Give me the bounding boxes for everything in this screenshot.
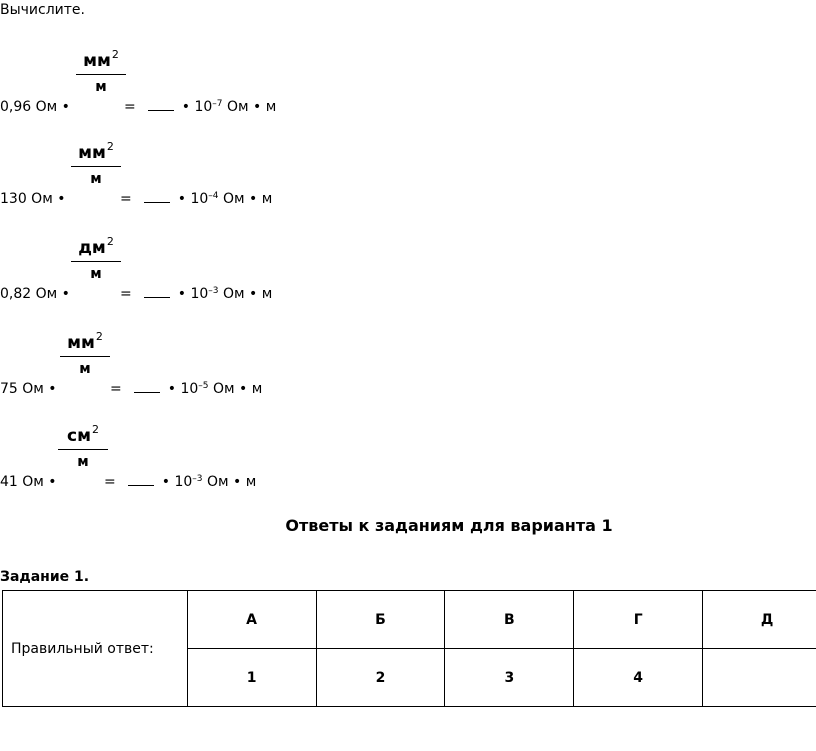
expression-lhs: 0,96 Ом •	[0, 99, 70, 115]
column-header: А	[187, 591, 316, 649]
expression-2	[0, 137, 400, 217]
unit-denominator: м	[90, 171, 102, 187]
unit-denominator: м	[77, 454, 89, 470]
unit-numerator: $дм^2$	[78, 235, 114, 258]
correct-answer-label: Правильный ответ:	[3, 591, 188, 707]
answers-table	[2, 590, 816, 707]
fraction-bar	[58, 449, 108, 450]
unit-denominator: м	[90, 266, 102, 282]
fraction-bar	[71, 261, 121, 262]
answer-cell: 3	[445, 649, 574, 707]
column-header: Г	[574, 591, 703, 649]
fraction-bar	[60, 356, 110, 357]
expression-rhs: = • $10^{-3}$ Ом • м	[104, 474, 257, 490]
column-header: Б	[316, 591, 445, 649]
expression-lhs: 75 Ом •	[0, 381, 57, 397]
answers-heading: Ответы к заданиям для варианта 1	[285, 516, 613, 535]
fraction-bar	[71, 166, 121, 167]
answer-cell: 1	[187, 649, 316, 707]
expression-lhs: 130 Ом •	[0, 191, 66, 207]
answer-blank[interactable]	[144, 285, 170, 298]
unit-numerator: $мм^2$	[67, 330, 103, 353]
unit-numerator: $мм^2$	[78, 140, 114, 163]
unit-fraction	[71, 137, 121, 187]
unit-numerator: $мм^2$	[83, 48, 119, 71]
unit-fraction	[60, 327, 110, 377]
answer-cell	[703, 649, 816, 707]
expression-rhs: = • $10^{-3}$ Ом • м	[120, 286, 273, 302]
answer-cell: 2	[316, 649, 445, 707]
expression-lhs: 41 Ом •	[0, 474, 57, 490]
expression-rhs: = • $10^{-5}$ Ом • м	[110, 381, 263, 397]
intro-text: Вычислите.	[0, 2, 85, 18]
unit-fraction	[76, 45, 126, 95]
expression-rhs: = • $10^{-4}$ Ом • м	[120, 191, 273, 207]
unit-fraction	[71, 232, 121, 282]
column-header: В	[445, 591, 574, 649]
expression-3	[0, 232, 400, 312]
expression-lhs: 0,82 Ом •	[0, 286, 70, 302]
expression-4	[0, 327, 400, 407]
answer-blank[interactable]	[134, 380, 160, 393]
fraction-bar	[76, 74, 126, 75]
answer-cell: 4	[574, 649, 703, 707]
answer-blank[interactable]	[128, 473, 154, 486]
unit-denominator: м	[79, 361, 91, 377]
unit-fraction	[58, 420, 108, 470]
answer-blank[interactable]	[144, 190, 170, 203]
expression-5	[0, 420, 400, 500]
answer-blank[interactable]	[148, 98, 174, 111]
unit-numerator: $см^2$	[67, 423, 99, 446]
table-row	[3, 591, 816, 649]
expression-1	[0, 45, 400, 125]
unit-denominator: м	[95, 79, 107, 95]
expression-rhs: = • $10^{-7}$ Ом • м	[124, 99, 277, 115]
task-label: Задание 1.	[0, 569, 90, 585]
column-header: Д	[703, 591, 816, 649]
